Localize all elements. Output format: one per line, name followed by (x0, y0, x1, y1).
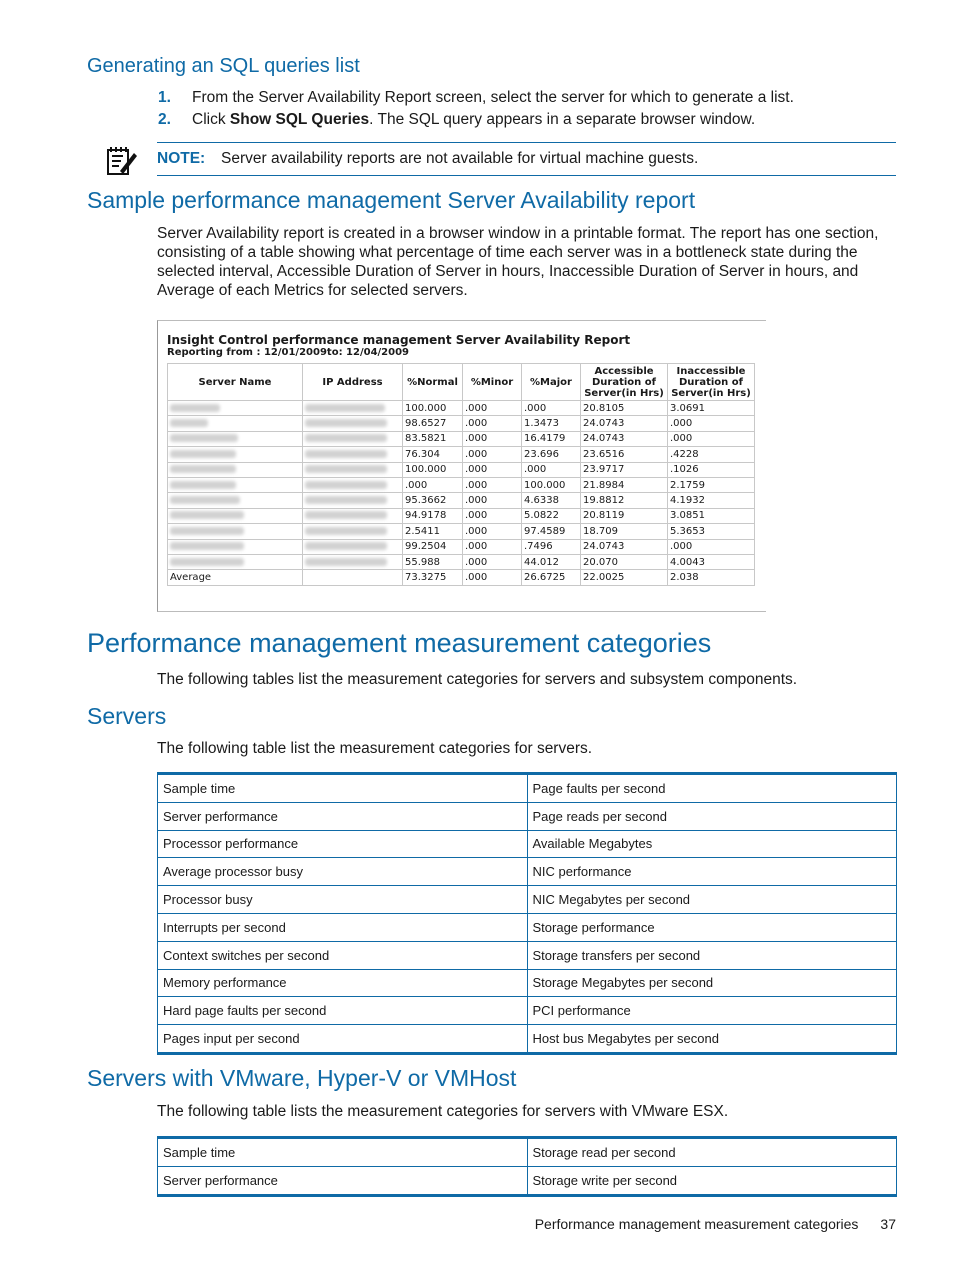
ip-address-redacted (303, 524, 403, 539)
report-cell: .000 (463, 477, 522, 492)
vmware-table (157, 1136, 897, 1197)
col-minor: %Minor (463, 364, 522, 401)
ip-address-redacted (303, 462, 403, 477)
sql-heading: Generating an SQL queries list (87, 55, 360, 77)
report-row (168, 447, 755, 462)
report-cell (303, 570, 403, 585)
category-row (158, 1166, 897, 1195)
report-row (168, 401, 755, 416)
category-cell: Available Megabytes (527, 830, 897, 858)
report-cell: 20.8119 (581, 508, 668, 523)
report-row (168, 524, 755, 539)
servers-table (157, 772, 897, 1055)
report-cell: 4.1932 (668, 493, 755, 508)
category-row (158, 774, 897, 803)
category-cell: Context switches per second (158, 941, 528, 969)
report-cell: .000 (463, 554, 522, 569)
report-cell: .000 (463, 401, 522, 416)
report-cell: .000 (403, 477, 463, 492)
step-text-post: . The SQL query appears in a separate browser window. (369, 111, 756, 128)
category-row (158, 802, 897, 830)
category-cell: NIC performance (527, 858, 897, 886)
report-row (168, 508, 755, 523)
note-icon (106, 145, 138, 177)
report-cell: .000 (668, 539, 755, 554)
category-row (158, 1025, 897, 1054)
show-sql-queries-label: Show SQL Queries (229, 111, 370, 128)
server-name-redacted (168, 477, 303, 492)
server-name-redacted (168, 447, 303, 462)
average-cell: 26.6725 (522, 570, 581, 585)
report-cell: 24.0743 (581, 539, 668, 554)
report-cell: 21.8984 (581, 477, 668, 492)
report-row (168, 416, 755, 431)
ip-address-redacted (303, 431, 403, 446)
sample-report-paragraph: Server Availability report is created in a browser window in a printable format. The report has one section, consisting of a table showing what percentage of time each server was in a bottleneck state during the selected interval, Accessible Duration of Server in hours, Inaccessible Duration of Server in hours, and Average of each Metrics for selected servers. (157, 225, 879, 299)
report-cell: 20.070 (581, 554, 668, 569)
sample-report-heading: Sample performance management Server Availability report (87, 187, 696, 213)
report-cell: .000 (463, 447, 522, 462)
server-name-redacted (168, 462, 303, 477)
report-cell: 16.4179 (522, 431, 581, 446)
report-cell: 99.2504 (403, 539, 463, 554)
ip-address-redacted (303, 508, 403, 523)
average-cell: 73.3275 (403, 570, 463, 585)
ip-address-redacted (303, 416, 403, 431)
category-row (158, 1138, 897, 1167)
report-cell: .000 (463, 431, 522, 446)
report-cell: 100.000 (403, 401, 463, 416)
category-row (158, 941, 897, 969)
report-cell: .000 (668, 416, 755, 431)
steps-list (158, 87, 878, 131)
category-cell: Server performance (158, 802, 528, 830)
category-cell: Sample time (158, 774, 528, 803)
category-row (158, 997, 897, 1025)
ip-address-redacted (303, 493, 403, 508)
footer-text: Performance management measurement categories (534, 1216, 859, 1232)
step-text (192, 111, 755, 129)
report-cell: .000 (522, 462, 581, 477)
category-cell: Average processor busy (158, 858, 528, 886)
report-cell: 1.3473 (522, 416, 581, 431)
report-cell: 94.9178 (403, 508, 463, 523)
report-cell: 23.6516 (581, 447, 668, 462)
category-cell: Sample time (158, 1138, 528, 1167)
step-text-pre: Click (192, 111, 230, 128)
report-cell: 4.6338 (522, 493, 581, 508)
category-cell: Storage performance (527, 913, 897, 941)
report-row (168, 493, 755, 508)
ip-address-redacted (303, 477, 403, 492)
report-cell: 76.304 (403, 447, 463, 462)
category-cell: Page faults per second (527, 774, 897, 803)
report-cell: 100.000 (522, 477, 581, 492)
server-name-redacted (168, 401, 303, 416)
note-box (157, 142, 896, 176)
server-name-redacted (168, 493, 303, 508)
measurement-paragraph: The following tables list the measurement categories for servers and subsystem components. (157, 671, 798, 688)
category-row (158, 858, 897, 886)
server-name-redacted (168, 508, 303, 523)
report-cell: 2.5411 (403, 524, 463, 539)
category-cell: NIC Megabytes per second (527, 886, 897, 914)
ip-address-redacted (303, 539, 403, 554)
report-cell: 23.696 (522, 447, 581, 462)
category-cell: Storage transfers per second (527, 941, 897, 969)
report-screenshot (157, 320, 766, 612)
report-cell: .4228 (668, 447, 755, 462)
report-cell: 2.1759 (668, 477, 755, 492)
col-major: %Major (522, 364, 581, 401)
category-cell: Pages input per second (158, 1025, 528, 1054)
category-cell: Storage read per second (527, 1138, 897, 1167)
server-name-redacted (168, 431, 303, 446)
report-cell: 20.8105 (581, 401, 668, 416)
report-cell: .000 (463, 539, 522, 554)
vmware-heading: Servers with VMware, Hyper-V or VMHost (87, 1065, 517, 1091)
report-cell: 5.3653 (668, 524, 755, 539)
report-cell: .000 (463, 416, 522, 431)
report-row (168, 431, 755, 446)
category-cell: PCI performance (527, 997, 897, 1025)
ip-address-redacted (303, 401, 403, 416)
col-inaccessible: Inaccessible Duration of Server(in Hrs) (668, 364, 755, 401)
average-cell: 2.038 (668, 570, 755, 585)
server-name-redacted (168, 524, 303, 539)
category-cell: Server performance (158, 1166, 528, 1195)
report-row (168, 554, 755, 569)
report-cell: 24.0743 (581, 416, 668, 431)
step-number: 1. (158, 89, 171, 106)
report-cell: 100.000 (403, 462, 463, 477)
category-cell: Processor performance (158, 830, 528, 858)
note-label: NOTE: (157, 150, 206, 167)
report-cell: 23.9717 (581, 462, 668, 477)
category-cell: Page reads per second (527, 802, 897, 830)
note-text: Server availability reports are not available for virtual machine guests. (221, 150, 699, 167)
report-cell: 98.6527 (403, 416, 463, 431)
step-number: 2. (158, 111, 171, 128)
category-row (158, 913, 897, 941)
report-row (168, 462, 755, 477)
report-cell: 95.3662 (403, 493, 463, 508)
report-cell: 24.0743 (581, 431, 668, 446)
report-row (168, 539, 755, 554)
report-cell: 19.8812 (581, 493, 668, 508)
report-cell: .000 (463, 524, 522, 539)
report-title: Insight Control performance management Server Availability Report (167, 333, 631, 347)
col-accessible: Accessible Duration of Server(in Hrs) (581, 364, 668, 401)
report-cell: .000 (463, 462, 522, 477)
step-text: From the Server Availability Report screen, select the server for which to generate a list. (192, 89, 794, 106)
category-row (158, 830, 897, 858)
server-name-redacted (168, 554, 303, 569)
category-cell: Hard page faults per second (158, 997, 528, 1025)
average-cell: 22.0025 (581, 570, 668, 585)
page-footer (535, 1216, 896, 1232)
report-cell: .1026 (668, 462, 755, 477)
ip-address-redacted (303, 554, 403, 569)
report-cell: 4.0043 (668, 554, 755, 569)
report-row (168, 477, 755, 492)
report-header-row (168, 364, 755, 401)
category-row (158, 886, 897, 914)
report-average-row (168, 570, 755, 585)
report-cell: 83.5821 (403, 431, 463, 446)
report-range: Reporting from : 12/01/2009to: 12/04/2009 (167, 347, 410, 358)
report-cell: 18.709 (581, 524, 668, 539)
servers-paragraph: The following table list the measurement categories for servers. (157, 740, 593, 757)
report-cell: 5.0822 (522, 508, 581, 523)
servers-heading: Servers (87, 703, 167, 729)
category-cell: Storage Megabytes per second (527, 969, 897, 997)
report-cell: .000 (668, 431, 755, 446)
category-cell: Host bus Megabytes per second (527, 1025, 897, 1054)
server-name-redacted (168, 416, 303, 431)
col-normal: %Normal (403, 364, 463, 401)
category-cell: Memory performance (158, 969, 528, 997)
report-table (167, 363, 755, 586)
report-cell: .000 (463, 493, 522, 508)
ip-address-redacted (303, 447, 403, 462)
category-cell: Storage write per second (527, 1166, 897, 1195)
report-cell: 55.988 (403, 554, 463, 569)
category-cell: Processor busy (158, 886, 528, 914)
report-cell: .000 (463, 508, 522, 523)
category-cell: Interrupts per second (158, 913, 528, 941)
col-server-name: Server Name (168, 364, 303, 401)
average-cell: .000 (463, 570, 522, 585)
category-row (158, 969, 897, 997)
step-1 (158, 87, 878, 109)
report-cell: .000 (522, 401, 581, 416)
vmware-paragraph: The following table lists the measurement categories for servers with VMware ESX. (157, 1103, 729, 1120)
report-cell: .7496 (522, 539, 581, 554)
page-number: 37 (880, 1216, 896, 1232)
report-cell: 3.0851 (668, 508, 755, 523)
report-cell: 44.012 (522, 554, 581, 569)
col-ip-address: IP Address (303, 364, 403, 401)
report-cell: 97.4589 (522, 524, 581, 539)
average-label: Average (168, 570, 303, 585)
server-name-redacted (168, 539, 303, 554)
report-cell: 3.0691 (668, 401, 755, 416)
measurement-heading: Performance management measurement categories (87, 628, 712, 658)
step-2 (158, 109, 878, 131)
